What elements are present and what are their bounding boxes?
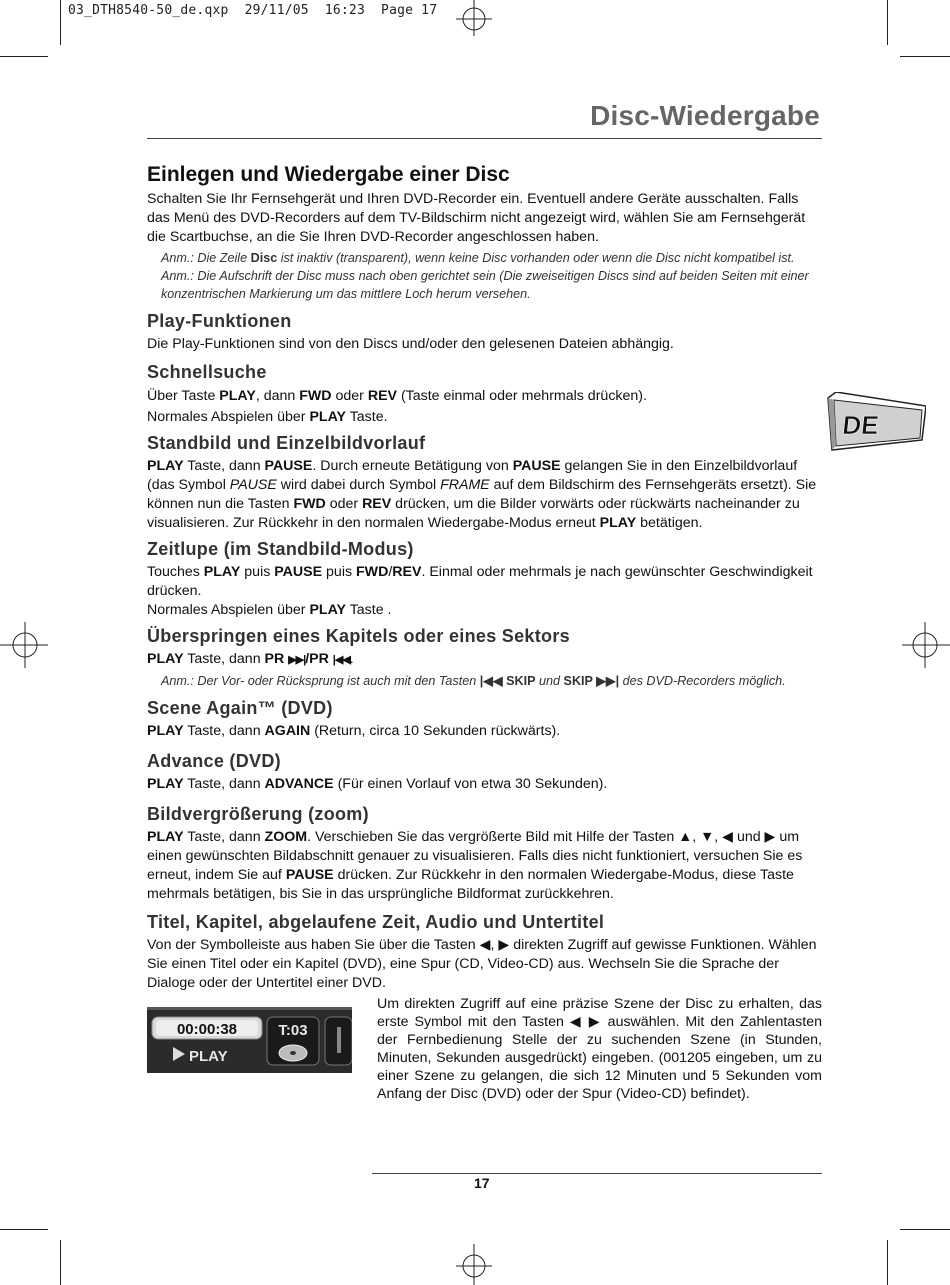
scene-again-heading: Scene Again™ (DVD) — [147, 698, 333, 718]
main-content — [147, 163, 822, 1103]
zeitlupe-text: Touches PLAY puis PAUSE puis FWD/REV. Einmal oder mehrmals je nach gewünschter Geschwindigkeit drücken. — [147, 564, 813, 599]
zoom-heading: Bildvergrößerung (zoom) — [147, 804, 369, 824]
registration-mark-icon — [900, 620, 950, 670]
registration-mark-icon — [454, 1244, 494, 1285]
schnellsuche-heading: Schnellsuche — [147, 362, 267, 382]
titel-heading: Titel, Kapitel, abgelaufene Zeit, Audio und Untertitel — [147, 912, 605, 932]
intro-note: Anm.: Die Zeile Disc ist inaktiv (transparent), wenn keine Disc vorhanden oder wenn die Disc nicht kompatibel ist. — [161, 251, 795, 265]
footer-divider — [372, 1173, 822, 1174]
print-slug: 03_DTH8540-50_de.qxp 29/11/05 16:23 Page 17 — [68, 3, 438, 18]
osd-section — [147, 995, 822, 1103]
zeitlupe-heading: Zeitlupe (im Standbild-Modus) — [147, 539, 414, 559]
skip-text: PLAY Taste, dann PR ▶▶|/PR |◀◀. — [147, 651, 354, 667]
advance-text: PLAY Taste, dann ADVANCE (Für einen Vorlauf von etwa 30 Sekunden). — [147, 776, 608, 792]
page-number: 17 — [474, 1175, 490, 1191]
crop-mark — [0, 56, 48, 57]
language-tab — [826, 392, 926, 454]
crop-mark — [900, 56, 950, 57]
osd-explanation: Um direkten Zugriff auf eine präzise Szene der Disc zu erhalten, das erste Symbol mit den Tasten ◀ ▶ auswählen. Mit den Zahlentasten der Fernbedienung Stelle der zu suchenden Szene (in Stunden, Minuten, Sekunden ausgedrückt) eingeben. (001205 eingeben, um zu einer Szene zu gelangen, die sich 12 Minuten und 5 Sekunden vom Anfang der Disc (DVD) oder der Spur (Video-CD) befindet). — [377, 996, 822, 1102]
crop-mark — [887, 0, 888, 45]
scene-again-text: PLAY Taste, dann AGAIN (Return, circa 10 Sekunden rückwärts). — [147, 723, 561, 739]
titel-text: Von der Symbolleiste aus haben Sie über die Tasten ◀, ▶ direkten Zugriff auf gewisse Funktionen. Wählen Sie einen Titel oder ein Kapitel (DVD), eine Spur (CD, Video-CD) aus. Wechseln Sie die Sprache der Dialoge oder der Untertitel einer DVD. — [147, 937, 817, 991]
advance-heading: Advance (DVD) — [147, 751, 281, 771]
header-divider — [147, 138, 822, 139]
intro-heading: Einlegen und Wiedergabe einer Disc — [147, 163, 510, 186]
section-title: Disc-Wiedergabe — [590, 100, 820, 131]
standbild-heading: Standbild und Einzelbildvorlauf — [147, 433, 426, 453]
registration-mark-icon — [0, 620, 50, 670]
osd-time: 00:00:38 — [176, 1021, 238, 1038]
disc-icon — [279, 1045, 307, 1061]
crop-mark — [60, 0, 61, 45]
play-heading: Play-Funktionen — [147, 311, 292, 331]
osd-track: T:03 — [278, 1022, 308, 1039]
skip-note: Anm.: Der Vor- oder Rücksprung ist auch mit den Tasten |◀◀ SKIP und SKIP ▶▶| des DVD-Recorders möglich. — [161, 674, 786, 688]
schnellsuche-line: Über Taste PLAY, dann FWD oder REV (Taste einmal oder mehrmals drücken). — [147, 388, 647, 404]
crop-mark — [900, 1229, 950, 1230]
osd-screenshot — [147, 1007, 352, 1073]
intro-note: Anm.: Die Aufschrift der Disc muss nach oben gerichtet sein (Die zweiseitigen Discs sind auf beiden Seiten mit einer konzentrischen Markierung um das mittlere Loch herum versehen. — [161, 269, 809, 301]
crop-mark — [0, 1229, 48, 1230]
crop-mark — [887, 1240, 888, 1285]
registration-mark-icon — [454, 0, 494, 36]
zoom-text: PLAY Taste, dann ZOOM. Verschieben Sie das vergrößerte Bild mit Hilfe der Tasten ▲, ▼, ◀ und ▶ um einen gewünschten Bildabschnitt genauer zu visualisieren. Falls dies nicht funktioniert, versuchen Sie es erneut, indem Sie auf PAUSE drücken. Zur Rückkehr in den normalen Wiedergabe-Modus, diese Taste mehrmals betätigen, bis Sie in das ursprüngliche Bildformat zurückkehren. — [147, 829, 803, 902]
intro-text: Schalten Sie Ihr Fernsehgerät und Ihren DVD-Recorder ein. Eventuell andere Geräte ausschalten. Falls das Menü des DVD-Recorders auf dem TV-Bildschirm nicht angezeigt wird, wählen Sie am Fernsehgerät die Scartbuchse, an die Sie Ihren DVD-Recorder angeschlossen haben. — [147, 191, 806, 245]
osd-state: PLAY — [189, 1048, 228, 1065]
standbild-text: PLAY Taste, dann PAUSE. Durch erneute Betätigung von PAUSE gelangen Sie in den Einzelbildvorlauf (das Symbol PAUSE wird dabei durch Symbol FRAME auf dem Bildschirm des Fernsehgeräts ersetzt). Sie können nun die Tasten FWD oder REV drücken, um die Bilder vorwärts oder rückwärts nacheinander zu visualisieren. Zur Rückkehr in den normalen Wiedergabe-Modus erneut PLAY betätigen. — [147, 458, 817, 531]
skip-heading: Überspringen eines Kapitels oder eines Sektors — [147, 626, 570, 646]
language-tab-label: DE — [840, 410, 881, 440]
play-text: Die Play-Funktionen sind von den Discs und/oder den gelesenen Dateien abhängig. — [147, 336, 674, 352]
crop-mark — [60, 1240, 61, 1285]
zeitlupe-line: Normales Abspielen über PLAY Taste . — [147, 602, 392, 618]
schnellsuche-line: Normales Abspielen über PLAY Taste. — [147, 409, 388, 425]
